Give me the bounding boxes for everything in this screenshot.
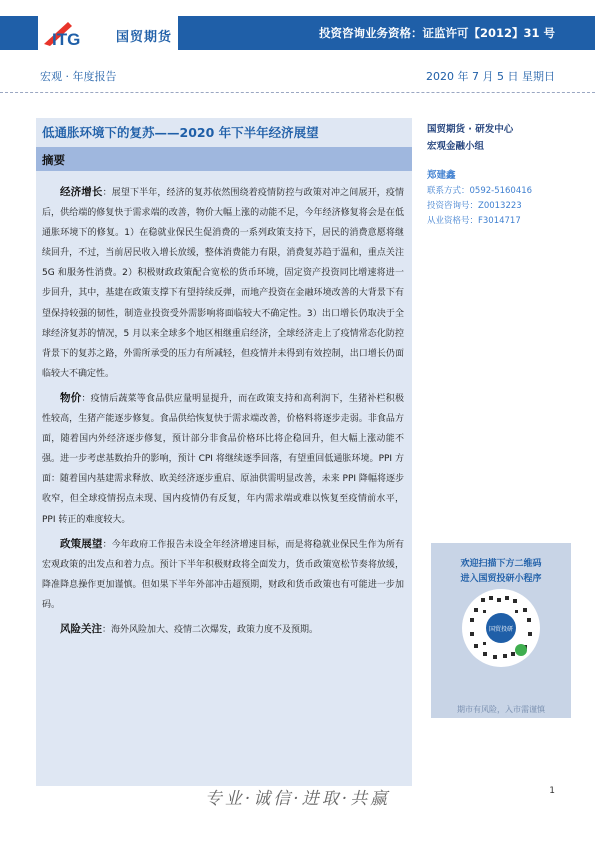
footer-slogan: 专业·诚信·进取·共赢 <box>204 789 391 809</box>
advisory-cert: 投资咨询号：Z0013223 <box>427 201 522 211</box>
paragraph-text: ：今年政府工作报告未设全年经济增速目标，而是将稳就业保民生作为所有宏观政策的出发点和着力点。预计下半年积极财政将全面发力，货币政策宽松节奏将放缓，降准降息操作更加谨慎。但如果下半年外部冲击超预期，财政和货币政策也有可能进一步加码。 <box>42 539 404 610</box>
dashed-divider <box>0 92 595 93</box>
main-panel <box>36 118 412 786</box>
company-logo <box>38 12 178 52</box>
contact-phone: 联系方式：0592-5160416 <box>427 186 533 196</box>
sub-header <box>0 68 595 88</box>
paragraph-lead: 物价 <box>60 391 82 404</box>
qr-panel <box>431 543 571 718</box>
qr-caption-1: 欢迎扫描下方二维码 <box>460 559 542 569</box>
mini-program-code-icon[interactable] <box>461 588 541 668</box>
paragraph-policy <box>42 534 404 615</box>
qr-center-label: 国贸投研 <box>488 626 514 633</box>
abstract-header <box>36 147 412 171</box>
report-category: 宏观 · 年度报告 <box>40 70 117 83</box>
risk-warning: 期市有风险，入市需谨慎 <box>457 705 545 714</box>
org-info <box>427 121 587 155</box>
page-number: 1 <box>549 786 555 796</box>
report-title: 低通胀环境下的复苏——2020 年下半年经济展望 <box>42 125 319 140</box>
abstract-label: 摘要 <box>42 153 65 167</box>
license-text: 投资咨询业务资格：证监许可【2012】31 号 <box>318 26 555 40</box>
paragraph-growth <box>42 182 404 384</box>
paragraph-risk <box>42 619 404 640</box>
qr-caption-2: 进入国贸投研小程序 <box>460 574 542 584</box>
org-name: 国贸期货 · 研发中心 <box>427 124 514 135</box>
paragraph-lead: 经济增长 <box>60 186 103 198</box>
report-date: 2020 年 7 月 5 日 星期日 <box>426 70 555 83</box>
paragraph-text: ：展望下半年，经济的复苏依然围绕着疫情防控与政策对冲之间展开，疫情后，供给端的修复快于需求端的改善，物价大幅上涨的动能不足，今年经济修复将会是在低通胀环境下的修复。1）在稳就业保民生促消费的一系列政策支持下，居民的消费意愿将继续回升，不过，当前居民收入增长放缓，整体消费能力有限，消费复苏趋于温和，重点关注 5G 和服务性消费。2）积极财政政策配合宽松的货币环境，固定资产投资同比增速将进一步回升，其中，基建在政策支撑下有望持续反弹，而地产投资在金融环境改善的大背景下有望保持较强的韧性，制造业投资受外需影响将面临较大不确定性。3）出口增长仍取决于全球经济复苏的情况，5 月以来全球多个地区相继重启经济，全球经济走上了疫情常态化防控背景下的复苏之路，外需所承受的压力有所减轻，但疫情并未得到有效控制，出口增长仍面临较大不确定性。 <box>42 188 404 379</box>
paragraph-lead: 风险关注 <box>60 622 102 635</box>
header-bar <box>0 0 595 54</box>
logo-text: 国贸期货 <box>116 30 173 45</box>
paragraph-prices <box>42 388 404 530</box>
org-group: 宏观金融小组 <box>427 141 485 152</box>
paragraph-text: ：海外风险加大、疫情二次爆发，政策力度不及预期。 <box>102 624 319 635</box>
paragraph-text: ：疫情后蔬菜等食品供应量明显提升，而在政策支持和高利润下，生猪补栏积极性较高，生猪产能逐步修复。食品供给恢复快于需求端改善，价格料将逐步走弱。非食品方面，随着国内外经济逐步修复，预计部分非食品价格环比将企稳回升，但大幅上涨动能不强。进一步考虑基数抬升的影响，预计 CPI 将继续逐季回落，有望重回低通胀环境。PPI 方面：随着国内基建需求释放、欧美经济逐步重启、原油供需明显改善，未来 PPI 降幅将逐步收窄，但全球疫情拐点未现、国内疫情仍有反复，年内需求端或难以恢复至疫情前水平，PPI 转正的难度较大。 <box>42 393 404 525</box>
abstract-body <box>42 182 404 644</box>
practice-cert: 从业资格号：F3014717 <box>427 216 521 226</box>
paragraph-lead: 政策展望 <box>60 537 103 550</box>
logo-letters: ITG <box>52 30 81 49</box>
author-name: 郑建鑫 <box>427 170 456 181</box>
